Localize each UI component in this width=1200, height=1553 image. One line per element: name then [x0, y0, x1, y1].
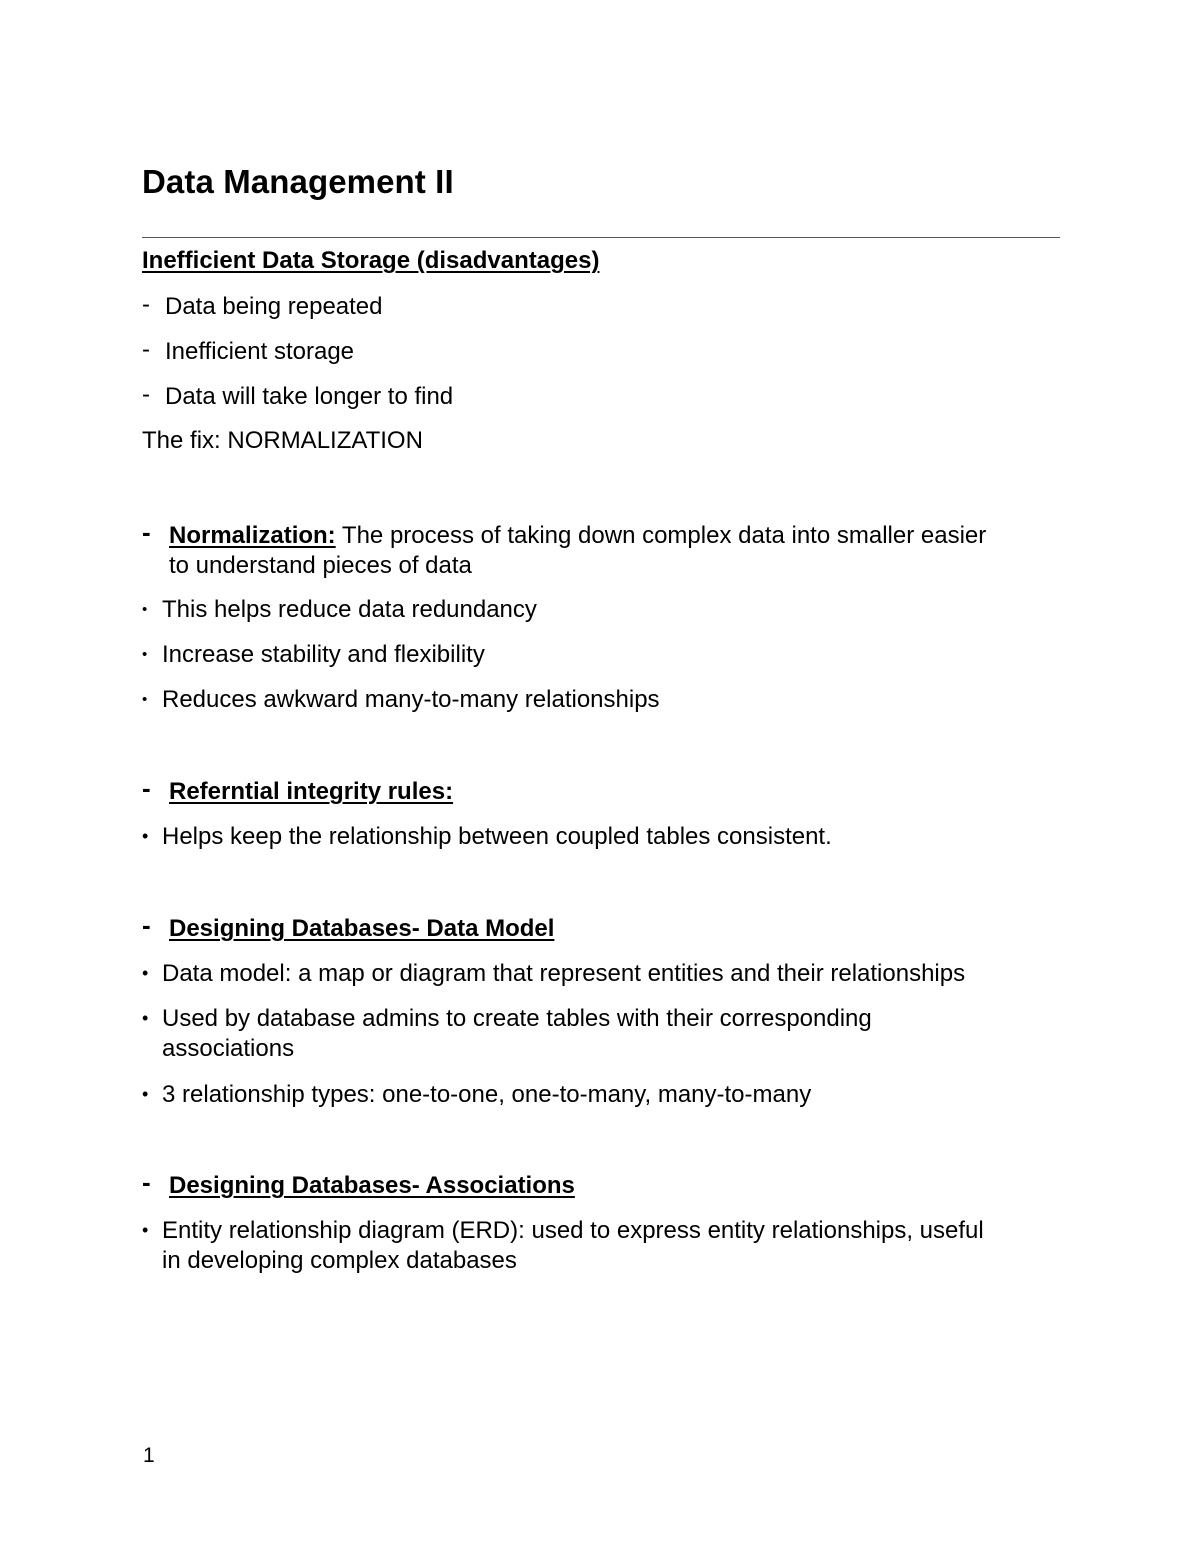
list-item: Entity relationship diagram (ERD): used to express entity relationships, useful — [162, 1217, 984, 1244]
bullet-dot: • — [142, 691, 148, 708]
section-heading-associations: Designing Databases- Associations — [169, 1172, 575, 1199]
list-item: Data model: a map or diagram that represent entities and their relationships — [162, 960, 966, 987]
title-divider — [142, 237, 1060, 238]
list-item: Data being repeated — [165, 293, 383, 320]
definition-text: The process of taking down complex data into smaller easier — [335, 522, 987, 549]
bullet-dot: • — [142, 646, 148, 663]
section-dash: - — [142, 773, 151, 803]
bullet-dot: • — [142, 1008, 149, 1028]
list-item: Used by database admins to create tables with their corresponding — [162, 1005, 872, 1032]
bullet-dot: • — [142, 826, 149, 846]
list-item: Inefficient storage — [165, 338, 355, 365]
list-item-continuation: in developing complex databases — [162, 1247, 517, 1274]
page-title: Data Management II — [142, 163, 454, 200]
normalization-term: Normalization: — [169, 522, 336, 549]
definition-continuation: to understand pieces of data — [169, 552, 472, 579]
page-number: 1 — [143, 1444, 155, 1467]
normalization-definition — [169, 524, 986, 548]
bullet-dot: • — [142, 963, 149, 983]
section-dash: - — [142, 910, 151, 940]
dash-bullet: - — [142, 291, 150, 318]
fix-statement: The fix: NORMALIZATION — [142, 427, 423, 454]
list-item: Data will take longer to find — [165, 383, 454, 410]
bullet-dot: • — [142, 601, 148, 618]
bullet-dot: • — [142, 1220, 149, 1240]
dash-bullet: - — [142, 336, 150, 363]
section-dash: - — [142, 517, 151, 547]
list-item-continuation: associations — [162, 1035, 295, 1062]
list-item: 3 relationship types: one-to-one, one-to-many, many-to-many — [162, 1081, 812, 1108]
list-item: Helps keep the relationship between coupled tables consistent. — [162, 823, 832, 850]
list-item: This helps reduce data redundancy — [162, 596, 537, 623]
dash-bullet: - — [142, 381, 150, 408]
section-heading-data-model: Designing Databases- Data Model — [169, 915, 555, 942]
list-item: Increase stability and flexibility — [162, 641, 485, 668]
section-heading-storage: Inefficient Data Storage (disadvantages) — [142, 247, 600, 274]
section-heading-referential: Referntial integrity rules: — [169, 778, 454, 805]
bullet-dot: • — [142, 1084, 149, 1104]
list-item: Reduces awkward many-to-many relationships — [162, 686, 660, 713]
section-dash: - — [142, 1167, 151, 1197]
